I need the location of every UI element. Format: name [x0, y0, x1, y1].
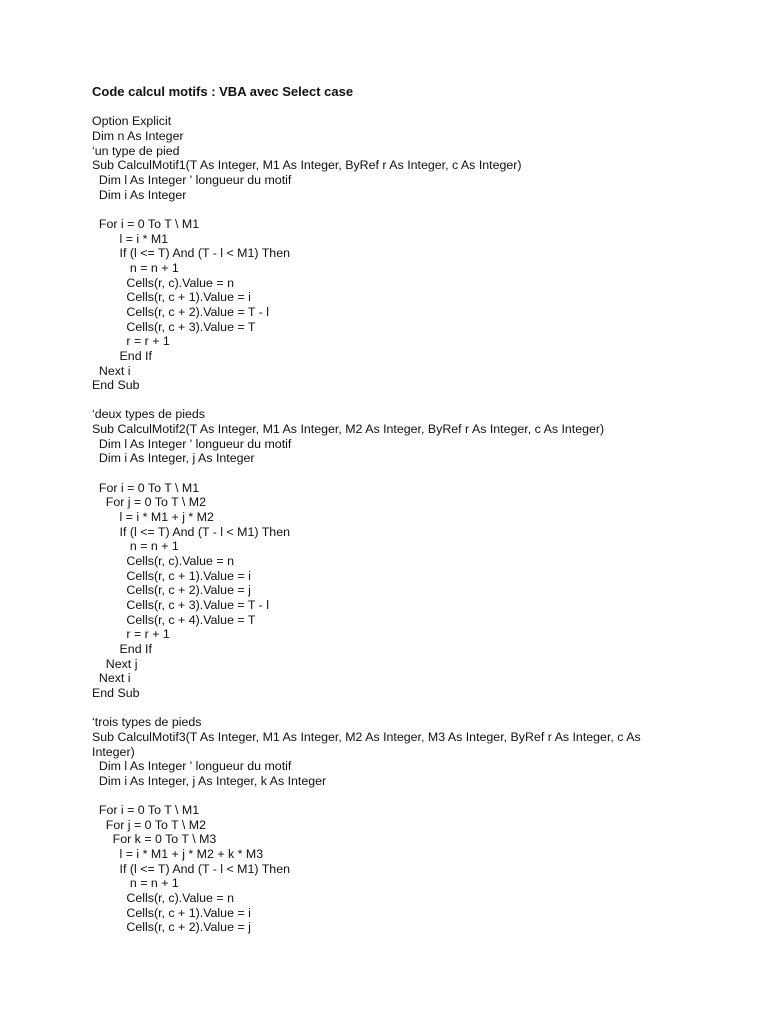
- code-line: Cells(r, c + 2).Value = j: [92, 920, 251, 935]
- code-line: r = r + 1: [92, 334, 170, 349]
- code-line: Cells(r, c).Value = n: [92, 275, 234, 290]
- code-line: Dim i As Integer, j As Integer, k As Integer: [92, 773, 327, 788]
- code-line: Dim i As Integer, j As Integer: [92, 451, 255, 466]
- code-line: If (l <= T) And (T - l < M1) Then: [92, 861, 290, 876]
- code-line: [92, 202, 692, 217]
- code-line: [92, 789, 692, 804]
- code-line: Cells(r, c + 1).Value = i: [92, 905, 251, 920]
- code-line: ‘trois types de pieds: [92, 715, 202, 730]
- code-line: Cells(r, c).Value = n: [92, 891, 234, 906]
- code-line: Cells(r, c + 3).Value = T: [92, 319, 256, 334]
- code-line: ‘deux types de pieds: [92, 407, 205, 422]
- code-line: Dim i As Integer: [92, 187, 187, 202]
- code-line: [92, 393, 692, 408]
- code-line: l = i * M1 + j * M2: [92, 510, 214, 525]
- code-line: [92, 466, 692, 481]
- code-line: [92, 701, 692, 716]
- code-line: Dim l As Integer ' longueur du motif: [92, 436, 292, 451]
- code-line: For j = 0 To T \ M2: [92, 817, 206, 832]
- code-line: Dim l As Integer ' longueur du motif: [92, 173, 292, 188]
- code-line: n = n + 1: [92, 539, 179, 554]
- code-line: For i = 0 To T \ M1: [92, 803, 200, 818]
- code-line: Cells(r, c + 2).Value = j: [92, 583, 251, 598]
- code-line: l = i * M1 + j * M2 + k * M3: [92, 847, 264, 862]
- code-line: For k = 0 To T \ M3: [92, 832, 217, 847]
- code-line: Next j: [92, 656, 138, 671]
- code-line: Cells(r, c + 1).Value = i: [92, 290, 251, 305]
- code-line: n = n + 1: [92, 876, 179, 891]
- code-line: Option Explicit: [92, 114, 172, 129]
- code-line: ‘un type de pied: [92, 143, 180, 158]
- code-line: End If: [92, 348, 152, 363]
- code-line: Integer): [92, 744, 135, 759]
- document-page: [92, 85, 692, 935]
- code-line: Cells(r, c + 4).Value = T: [92, 612, 256, 627]
- document-title: Code calcul motifs : VBA avec Select case: [92, 84, 354, 99]
- code-line: n = n + 1: [92, 260, 179, 275]
- code-line: l = i * M1: [92, 231, 169, 246]
- code-line: Cells(r, c + 1).Value = i: [92, 568, 251, 583]
- code-line: If (l <= T) And (T - l < M1) Then: [92, 246, 290, 261]
- code-line: If (l <= T) And (T - l < M1) Then: [92, 524, 290, 539]
- code-line: For i = 0 To T \ M1: [92, 216, 200, 231]
- code-line: For j = 0 To T \ M2: [92, 495, 206, 510]
- code-line: For i = 0 To T \ M1: [92, 480, 200, 495]
- code-listing: [92, 114, 692, 935]
- code-line: Next i: [92, 671, 131, 686]
- code-line: Next i: [92, 363, 131, 378]
- code-line: End Sub: [92, 378, 140, 393]
- code-line: Sub CalculMotif2(T As Integer, M1 As Integer, M2 As Integer, ByRef r As Integer, c As Integer): [92, 422, 605, 437]
- code-line: End If: [92, 641, 152, 656]
- code-line: Cells(r, c + 3).Value = T - l: [92, 598, 269, 612]
- code-line: Cells(r, c + 2).Value = T - l: [92, 304, 269, 319]
- code-line: End Sub: [92, 685, 140, 700]
- code-line: Cells(r, c).Value = n: [92, 554, 234, 569]
- code-line: Dim l As Integer ' longueur du motif: [92, 759, 292, 774]
- code-line: Dim n As Integer: [92, 129, 184, 144]
- code-line: Sub CalculMotif3(T As Integer, M1 As Integer, M2 As Integer, M3 As Integer, ByRef r As Integer, c As: [92, 729, 641, 744]
- code-line: Sub CalculMotif1(T As Integer, M1 As Integer, ByRef r As Integer, c As Integer): [92, 158, 522, 173]
- code-line: r = r + 1: [92, 627, 170, 642]
